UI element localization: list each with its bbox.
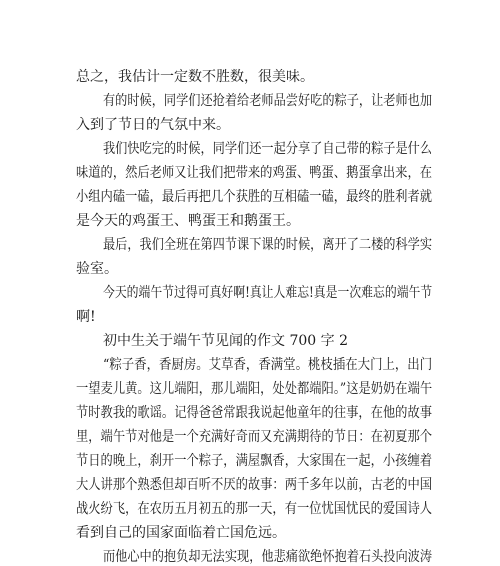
text-line: 大人讲那个熟悉但却百听不厌的故事：两千多年以前，古老的中国 — [76, 477, 432, 493]
text-line: 一望麦儿黄。这儿端阳，那儿端阳，处处都端阳。”这是奶奶在端午 — [76, 381, 433, 397]
text-line: 战火纷飞，在农历五月初五的那一天，有一位忧国忧民的爱国诗人 — [76, 501, 432, 517]
text-line: 看到自己的国家面临着亡国危远。 — [76, 525, 286, 541]
text-line: 味道的，然后老师又让我们把带来的鸡蛋、鸭蛋、鹅蛋拿出来，在 — [76, 165, 432, 181]
text-line: 我们快吃完的时候，同学们还一起分享了自己带的粽子是什么 — [103, 141, 432, 157]
text-line: 而他心中的抱负却无法实现，他悲痛欲绝怀抱着石头投向波涛 — [103, 549, 432, 565]
text-line: 啊! — [76, 309, 96, 325]
text-line: 是今天的鸡蛋王、鸭蛋王和鹅蛋王。 — [76, 213, 300, 229]
text-line: 节日的晚上，刹开一个粽子，满屋飘香，大家围在一起，小孩缠着 — [76, 453, 432, 469]
text-line: 节时教我的歌谣。记得爸爸常跟我说起他童年的往事，在他的故事 — [76, 405, 432, 421]
text-line: 验室。 — [76, 261, 118, 277]
text-line: 总之，我估计一定数不胜数，很美味。 — [76, 69, 314, 85]
section-heading: 初中生关于端午节见闻的作文 700 字 2 — [103, 333, 348, 349]
text-line: 入到了节日的气氛中来。 — [76, 117, 230, 133]
text-line: “粽子香，香厨房。艾草香，香满堂。桃枝插在大门上，出门 — [103, 357, 433, 373]
text-line: 今天的端午节过得可真好啊!真让人难忘!真是一次难忘的端午节 — [103, 285, 433, 301]
text-line: 有的时候，同学们还抢着给老师品尝好吃的粽子，让老师也加 — [103, 93, 432, 109]
text-line: 最后，我们全班在第四节课下课的时候，离开了二楼的科学实 — [103, 237, 432, 253]
text-line: 里，端午节对他是一个充满好奇而又充满期待的节日：在初夏那个 — [76, 429, 432, 445]
text-line: 小组内磕一磕，最后再把几个获胜的互相磕一磕，最终的胜利者就 — [76, 189, 432, 205]
